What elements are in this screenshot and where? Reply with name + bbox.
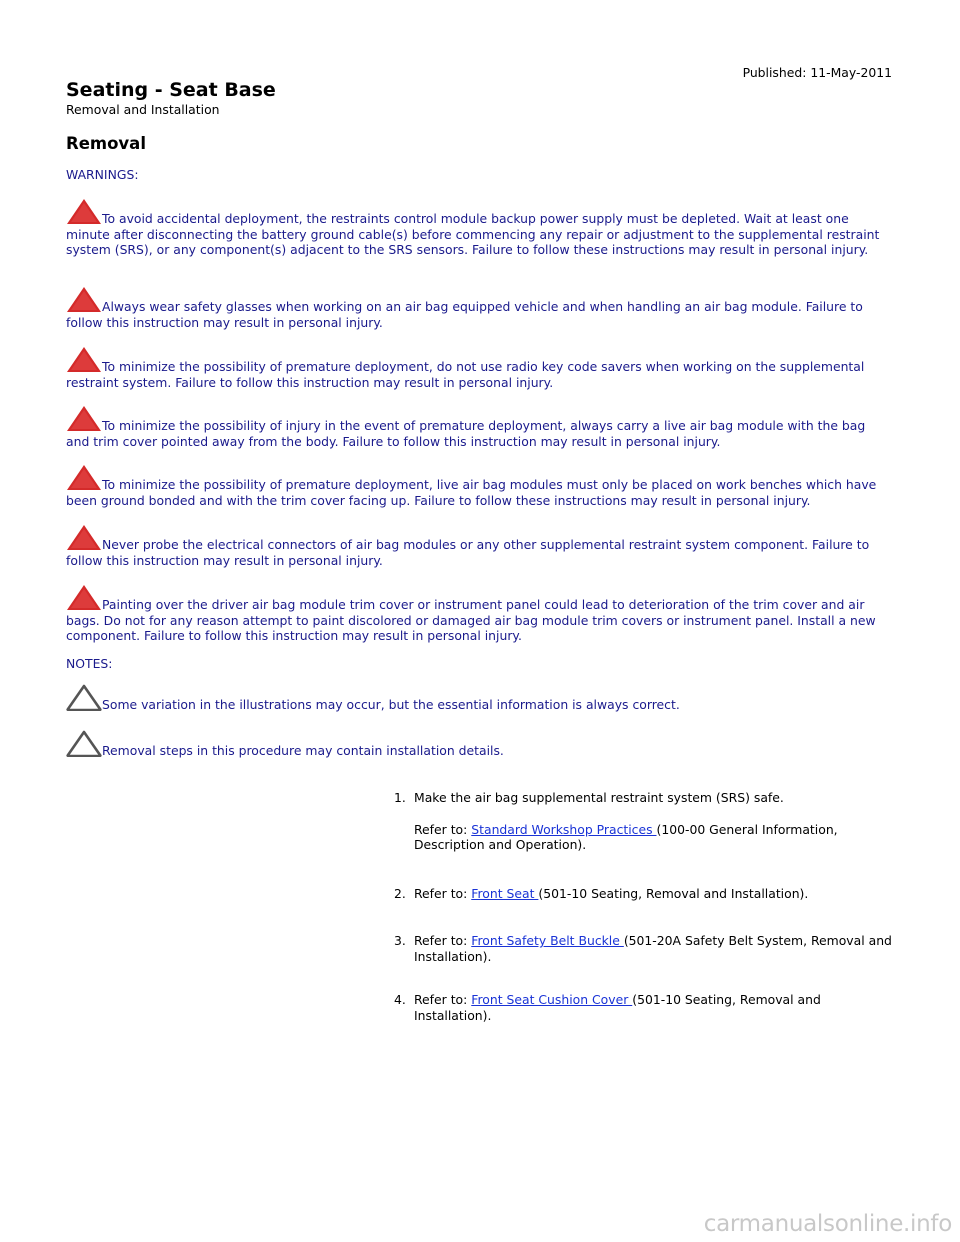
published-date: Published: 11-May-2011 xyxy=(742,65,892,80)
note-item xyxy=(66,684,888,713)
warning-text: To minimize the possibility of injury in the event of premature deployment, always carry a live air bag module with the bag and trim cover pointed away from the body. Failure to follow this instruction may result in personal injury. xyxy=(66,418,866,449)
warning-item xyxy=(66,524,888,568)
note-triangle-icon xyxy=(66,684,102,711)
warning-text: To minimize the possibility of premature deployment, do not use radio key code savers when working on the supplemental restraint system. Failure to follow this instruction may result in personal injury. xyxy=(66,359,865,390)
watermark: carmanualsonline.info xyxy=(703,1211,952,1237)
warning-triangle-icon xyxy=(66,286,102,313)
note-text: Some variation in the illustrations may occur, but the essential information is always correct. xyxy=(102,697,680,712)
step-number: 1. xyxy=(394,790,406,805)
step-text: Make the air bag supplemental restraint system (SRS) safe. xyxy=(414,790,784,805)
link-front-seat-cushion-cover[interactable]: Front Seat Cushion Cover xyxy=(471,992,633,1007)
step-number: 4. xyxy=(394,992,406,1007)
warning-item xyxy=(66,584,888,644)
step-number: 2. xyxy=(394,886,406,901)
warnings-label: WARNINGS: xyxy=(66,167,139,182)
section-title-removal: Removal xyxy=(66,134,146,153)
warning-text: Never probe the electrical connectors of air bag modules or any other supplemental restraint system component. Failure to follow this instruction may result in personal injury. xyxy=(66,537,870,568)
page-subtitle: Removal and Installation xyxy=(66,102,220,117)
warning-text: To minimize the possibility of premature deployment, live air bag modules must only be placed on work benches which have been ground bonded and with the trim cover facing up. Failure to follow these instructions may result in personal injury. xyxy=(66,477,877,508)
step-reference: Refer to: Front Safety Belt Buckle (501-20A Safety Belt System, Removal and Installation). xyxy=(414,933,892,964)
warning-item xyxy=(66,286,888,330)
warning-item xyxy=(66,405,888,449)
note-triangle-icon xyxy=(66,730,102,757)
step-3 xyxy=(394,933,894,964)
page-title: Seating - Seat Base xyxy=(66,79,276,101)
link-standard-workshop-practices[interactable]: Standard Workshop Practices xyxy=(471,821,657,837)
warning-text: To avoid accidental deployment, the restraints control module backup power supply must be depleted. Wait at least one minute after disconnecting the battery ground cable(s) before commencing any repair or adjustment to the supplemental restraint system (SRS), or any component(s) adjacent to the SRS sensors. Failure to follow these instructions may result in personal injury. xyxy=(66,211,880,257)
warning-triangle-icon xyxy=(66,405,102,432)
step-reference: Refer to: Front Seat Cushion Cover (501-10 Seating, Removal and Installation). xyxy=(414,992,821,1023)
note-item xyxy=(66,730,888,759)
warning-triangle-icon xyxy=(66,524,102,551)
notes-label: NOTES: xyxy=(66,656,113,671)
warning-item xyxy=(66,198,888,258)
warning-item xyxy=(66,346,888,390)
link-front-seat[interactable]: Front Seat xyxy=(471,886,539,901)
warning-triangle-icon xyxy=(66,464,102,491)
step-reference: Refer to: Standard Workshop Practices (100-00 General Information, Description and Operation). xyxy=(414,821,838,852)
warning-triangle-icon xyxy=(66,198,102,225)
note-text: Removal steps in this procedure may contain installation details. xyxy=(102,743,504,758)
warning-triangle-icon xyxy=(66,346,102,373)
step-1 xyxy=(394,790,894,853)
step-4 xyxy=(394,992,894,1023)
link-front-safety-belt-buckle[interactable]: Front Safety Belt Buckle xyxy=(471,933,624,948)
step-reference: Refer to: Front Seat (501-10 Seating, Removal and Installation). xyxy=(414,886,809,901)
warning-item xyxy=(66,464,888,508)
step-2 xyxy=(394,886,894,902)
warning-text: Always wear safety glasses when working on an air bag equipped vehicle and when handling an air bag module. Failure to follow this instruction may result in personal injury. xyxy=(66,299,863,330)
step-number: 3. xyxy=(394,933,406,948)
warning-triangle-icon xyxy=(66,584,102,611)
warning-text: Painting over the driver air bag module trim cover or instrument panel could lead to deterioration of the trim cover and air bags. Do not for any reason attempt to paint discolored or damaged air bag module trim covers or instrument panel. Install a new component. Failure to follow this instruction may result in personal injury. xyxy=(66,597,876,643)
